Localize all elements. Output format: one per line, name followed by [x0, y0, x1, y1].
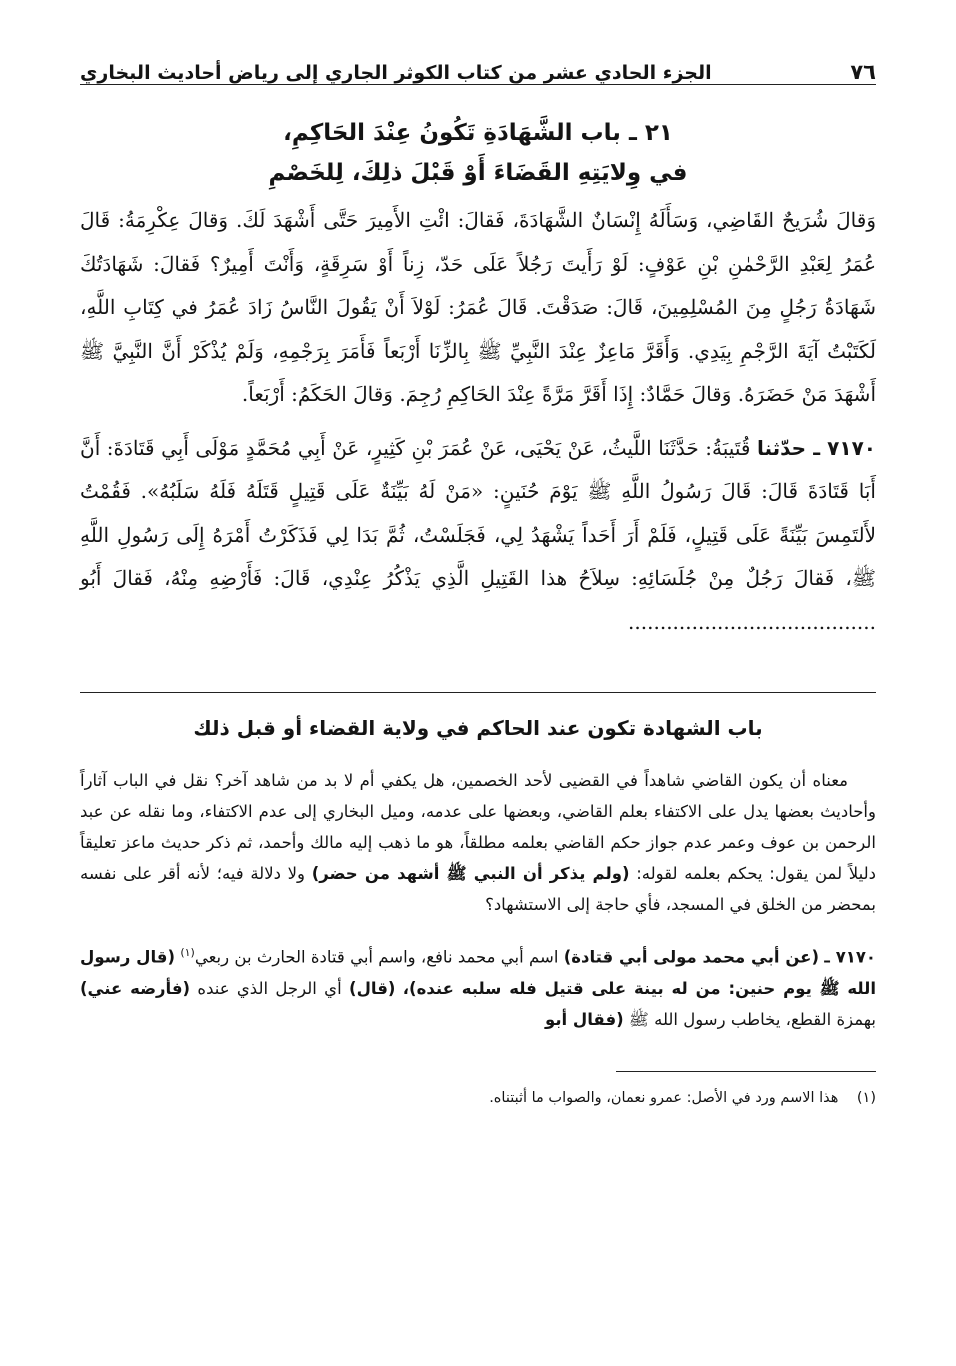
running-header [80, 40, 876, 85]
hadith-body: قُتَيبَةُ: حَدَّثَنَا اللَّيثُ، عَنْ يَحْيَى، عَنْ عُمَرَ بْنِ كَثِيرٍ، عَنْ أَبِي مُحَمَّدٍ مَوْلَى أَبِي قَتَادَةَ: أَنَّ أَبَا قَتَادَةَ قَالَ: قَالَ رَسُولُ اللَّهِ ﷺ يَوْمَ حُنَينٍ: «مَنْ لَهُ بَيِّنَةٌ عَلَى قَتِيلٍ قَتَلَهُ فَلَهُ سَلَبُهُ». فَقُمْتُ لأَلتَمِسَ بَيِّنَةً عَلَى قَتِيلٍ، فَلَمْ أَرَ أَحَداً يَشْهَدُ لِي، فَجَلَسْتُ، ثُمَّ بَدَا لِي فَذَكَرْتُ أَمْرَهُ إِلَى رَسُولِ اللَّهِ ﷺ، فَقالَ رَجُلٌ مِنْ جُلَسَائِهِ: سِلاَحُ هذا القَتِيلِ الَّذِي يَذْكُرُ عِنْدِي، قَالَ: فَأَرْضِهِ مِنْهُ، فَقالَ أَبُو ....................................... [80, 435, 876, 634]
footnote-text: هذا الاسم ورد في الأصل: عمرو نعمان، والصواب ما أثبتناه. [489, 1089, 839, 1106]
section-divider [80, 692, 876, 693]
commentary-text: معناه أن يكون القاضي شاهداً في القضيى لأحد الخصمين، هل يكفي أم لا بد من شاهد آخر؟ نقل في الباب آثاراً وأحاديث بعضها يدل على الاكتفاء بعلم القاضي، وبعضها على عدمه، وميل البخاري إلى عدم الاكتفاء، وما نقله عن عبد الرحمن بن عوف وعمر عدم جواز حكم القاضي بعلمه مطلقاً، هو ما ذهب إليه مالك وأحمد، ثم ذكر حديث ماعز تعليقاً دليلاً لمن يقول: يحكم بعلمه لقوله: [80, 771, 876, 883]
chapter-title [80, 113, 876, 193]
footnote-divider [616, 1071, 876, 1072]
commentary-block [80, 765, 876, 1035]
quoted-text: (ولم يذكر أن النبي ﷺ أشهد من حضر) [311, 864, 630, 883]
hadith-paragraph [80, 427, 876, 645]
quoted-text: (فقال أبو [544, 1009, 624, 1029]
footnote [80, 1086, 876, 1110]
quoted-text: (قال) [349, 978, 396, 998]
hadith-text-block [80, 199, 876, 644]
book-page [80, 40, 876, 1330]
chapter-title-line-1: ٢١ ـ باب الشَّهَادَةِ تَكُونُ عِنْدَ الحَاكِمِ، [283, 120, 673, 146]
commentary-title: باب الشهادة تكون عند الحاكم في ولاية القضاء أو قبل ذلك [193, 716, 763, 740]
footnote-number: (١) [856, 1089, 876, 1106]
commentary-text: أي الرجل الذي عنده [197, 978, 342, 998]
commentary-text: بهمزة القطع، يخاطب رسول الله ﷺ [628, 1009, 876, 1029]
quoted-text: (عن أبي محمد مولى أبي قتادة) [563, 947, 819, 967]
athar-paragraph: وَقالَ شُرَيحٌ القَاضِي، وَسَأَلَهُ إِنْسَانٌ الشَّهَادَةَ، فَقالَ: ائْتِ الأَمِيرَ حَتَّى أَشْهَدَ لَكَ. وَقالَ عِكْرِمَةُ: قَالَ عُمَرُ لِعَبْدِ الرَّحْمٰنِ بْنِ عَوْفٍ: لَوْ رَأَيتَ رَجُلاً عَلَى حَدّ، زِناً أَوْ سَرِقَةٍ، وَأَنْتَ أَمِيرٌ؟ فَقالَ: شَهَادَتُكَ شَهَادَةُ رَجُلٍ مِنَ المُسْلِمِينَ، قَالَ: صَدَقْتَ. قَالَ عُمَرُ: لَوْلاَ أَنْ يَقُولَ النَّاسُ زَادَ عُمَرُ في كِتَابِ اللَّهِ، لَكَتَبْتُ آيَةَ الرَّجْمِ بِيَدِي. وَأَقَرَّ مَاعِزٌ عِنْدَ النَّبِيِّ ﷺ بِالزِّنَا أَرْبَعاً فَأَمَرَ بِرَجْمِهِ، وَلَمْ يُذْكَرْ أَنَّ النَّبِيَّ ﷺ أَشْهَدَ مَنْ حَضَرَهُ. وَقالَ حَمَّادٌ: إِذَا أَقَرَّ مَرَّةً عِنْدَ الحَاكِمِ رُجِمَ. وَقالَ الحَكَمُ: أَرْبَعاً. [80, 208, 876, 406]
chapter-title-line-2: في وِلايَتِهِ القَضَاءَ أَوْ قَبْلَ ذلِكَ، لِلخَصْمِ [268, 160, 688, 186]
quoted-text: (فأرضه عني) [80, 978, 191, 998]
commentary-text: ولا دلالة فيه؛ لأنه أقر على نفسه بمحضر من الخلق في المسجد، فأي حاجة إلى الاستشهاد؟ [80, 864, 876, 914]
footnote-reference: (١) [180, 946, 195, 959]
page-number: ٧٦ [850, 60, 876, 84]
commentary-text: اسم أبي محمد نافع، واسم أبي قتادة الحارث بن ربعي [194, 947, 559, 967]
quoted-text: (قال رسول الله ﷺ يوم حنين: من له بينة على قتيل فله سلبه عنده)، [80, 947, 876, 998]
commentary-paragraph-1 [80, 765, 876, 920]
book-title: الجزء الحادي عشر من كتاب الكوثر الجاري إلى رياض أحاديث البخاري [80, 62, 712, 84]
hadith-number: ٧١٧٠ ـ حدّثنا [756, 435, 876, 460]
commentary-paragraph-2 [80, 937, 876, 1035]
hadith-number: ٧١٧٠ ـ [824, 947, 877, 967]
